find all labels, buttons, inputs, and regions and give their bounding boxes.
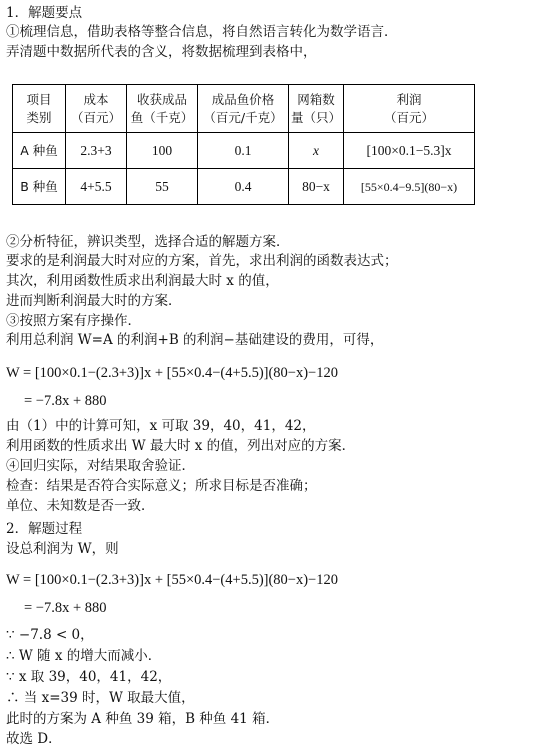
table-cell: 2.3+3 — [66, 133, 127, 169]
table-cell: 4+5.5 — [66, 169, 127, 205]
text-line: ③按照方案有序操作． — [6, 313, 141, 329]
text-line: 要求的是利润最大时对应的方案，首先，求出利润的函数表达式； — [6, 253, 398, 269]
section-heading-2: 2．解题过程 — [6, 521, 83, 537]
table-header-cell: 收获成品 鱼（千克） — [127, 85, 198, 133]
table-cell: B 种鱼 — [13, 169, 66, 205]
formula-line: = −7.8x + 880 — [24, 600, 107, 616]
text-line: 此时的方案为 A 种鱼 39 箱，B 种鱼 41 箱． — [6, 711, 280, 727]
text-line: 利用函数的性质求出 W 最大时 x 的值，列出对应的方案． — [6, 438, 356, 454]
formula-line: W = [100×0.1−(2.3+3)]x + [55×0.4−(4+5.5)](80−x)−120 — [6, 572, 338, 588]
table-header-cell: 利润 （百元） — [344, 85, 475, 133]
text-line: 其次，利用函数性质求出利润最大时 x 的值， — [6, 273, 279, 289]
table-cell: 55 — [127, 169, 198, 205]
text-line: 进而判断利润最大时的方案． — [6, 293, 182, 309]
formula-line: W = [100×0.1−(2.3+3)]x + [55×0.4−(4+5.5)](80−x)−120 — [6, 365, 338, 381]
text-line: ②分析特征，辨识类型，选择合适的解题方案． — [6, 234, 290, 250]
table-header-cell: 网箱数 量（只） — [289, 85, 344, 133]
table-cell: x — [289, 133, 344, 169]
table-cell: 100 — [127, 133, 198, 169]
text-line: 设总利润为 W，则 — [6, 541, 119, 557]
text-line: 利用总利润 W=A 的利润+B 的利润−基础建设的费用，可得， — [6, 332, 384, 348]
text-line: 检查：结果是否符合实际意义；所求目标是否准确； — [6, 478, 317, 494]
table-cell: 0.1 — [198, 133, 289, 169]
table-row — [13, 169, 475, 205]
table-cell: [100×0.1−5.3]x — [344, 133, 475, 169]
section-heading-1: 1．解题要点 — [6, 5, 83, 21]
table-header-cell: 成品鱼价格 （百元/千克） — [198, 85, 289, 133]
formula-line: = −7.8x + 880 — [24, 393, 107, 409]
text-line: ①梳理信息，借助表格等整合信息，将自然语言转化为数学语言． — [6, 24, 398, 40]
data-table — [12, 84, 475, 205]
text-line: ∵ −7.8 < 0， — [6, 627, 94, 643]
table-cell: A 种鱼 — [13, 133, 66, 169]
table-header-cell: 项目 类别 — [13, 85, 66, 133]
text-line: 单位、未知数是否一致． — [6, 498, 155, 514]
text-line: ④回归实际，对结果取舍验证． — [6, 458, 195, 474]
text-line: ∴ W 随 x 的增大而减小． — [6, 648, 162, 664]
text-line: 由（1）中的计算可知，x 可取 39，40，41，42， — [6, 418, 316, 434]
table-cell: [55×0.4−9.5](80−x) — [344, 169, 475, 205]
table-header-cell: 成本 （百元） — [66, 85, 127, 133]
text-line: ∵ x 取 39，40，41，42， — [6, 669, 172, 685]
table-cell: 80−x — [289, 169, 344, 205]
table-row — [13, 133, 475, 169]
table-cell: 0.4 — [198, 169, 289, 205]
text-line: 弄清题中数据所代表的含义，将数据梳理到表格中， — [6, 44, 317, 60]
text-line: 故选 D． — [6, 731, 62, 747]
text-line: ∴ 当 x=39 时，W 取最大值， — [6, 690, 195, 706]
